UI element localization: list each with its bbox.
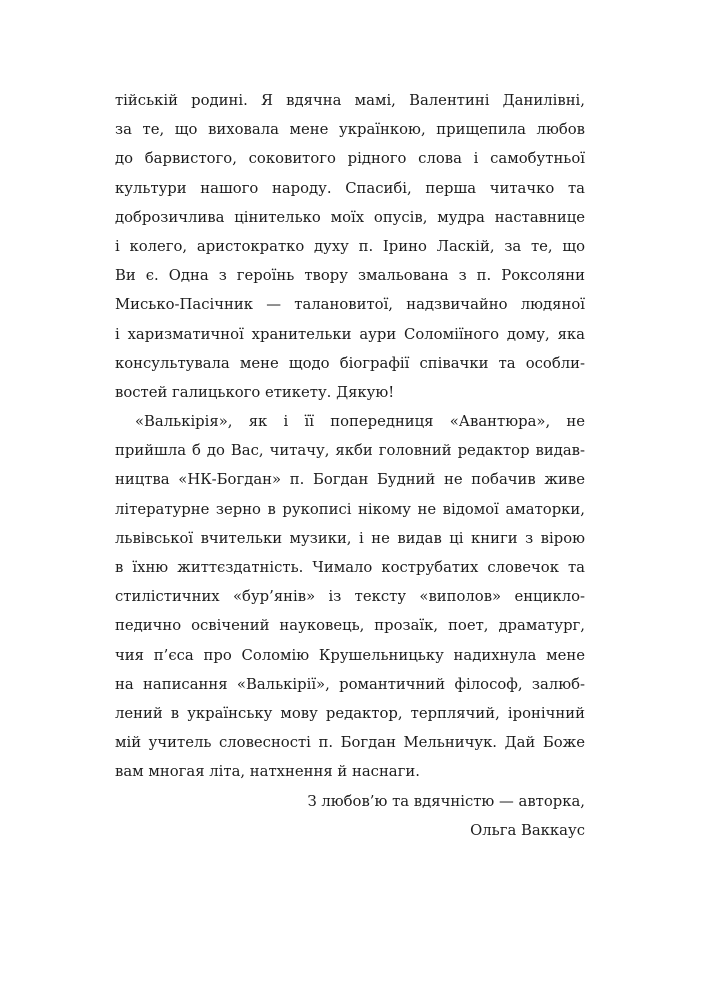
text-line: стилістичних «бур’янів» із тексту «виполов» енцикло- xyxy=(115,588,585,606)
text-line: вам многая літа, натхнення й наснаги. xyxy=(115,763,420,781)
text-line: літературне зерно в рукописі нікому не відомої аматорки, xyxy=(115,500,585,518)
text-line: тійській родині. Я вдячна мамі, Валентині Данилівні, xyxy=(115,92,585,109)
text-line: на написання «Валькірії», романтичний філософ, залюб- xyxy=(115,675,585,693)
paragraph-acknowledgments-editors xyxy=(115,407,585,786)
signature-author-name: Ольга Ваккаус xyxy=(470,821,585,839)
page-text xyxy=(115,86,585,845)
text-line: прийшла б до Вас, читачу, якби головний редактор видав- xyxy=(115,442,585,460)
text-line: мій учитель словесності п. Богдан Мельничук. Дай Боже xyxy=(115,734,585,752)
text-line: лений в українську мову редактор, терплячий, іронічний xyxy=(115,704,585,722)
text-line: за те, що виховала мене українкою, прищепила любов xyxy=(115,121,585,139)
text-line: востей галицького етикету. Дякую! xyxy=(115,383,395,401)
text-line: і колего, аристократко духу п. Ірино Ласкій, за те, що xyxy=(115,237,585,255)
text-line: до барвистого, соковитого рідного слова і самобутньої xyxy=(115,150,585,168)
text-line: Мисько-Пасічник — талановитої, надзвичайно людяної xyxy=(115,296,585,314)
text-line: Ви є. Одна з героїнь твору змальована з п. Роксоляни xyxy=(115,267,585,285)
text-line: і харизматичної хранительки аури Соломіїного дому, яка xyxy=(115,325,585,343)
text-line: «Валькірія», як і її попередниця «Авантюра», не xyxy=(135,413,585,431)
text-line: львівської вчительки музики, і не видав ці книги з вірою xyxy=(115,529,585,547)
signature-block xyxy=(115,787,585,845)
text-line: консультувала мене щодо біографії співачки та особли- xyxy=(115,354,585,372)
text-line: чия п’єса про Соломію Крушельницьку надихнула мене xyxy=(115,646,585,664)
text-line: педично освічений науковець, прозаїк, поет, драматург, xyxy=(115,617,585,635)
signature-closing: З любов’ю та вдячністю — авторка, xyxy=(307,792,585,810)
paragraph-acknowledgments-family xyxy=(115,86,585,407)
text-line: в їхню життєздатність. Чимало кострубатих словечок та xyxy=(115,559,585,576)
text-line: культури нашого народу. Спасибі, перша читачко та xyxy=(115,179,585,197)
text-line: доброзичлива цінителько моїх опусів, мудра наставнице xyxy=(115,208,585,226)
text-line: ництва «НК-Богдан» п. Богдан Будний не побачив живе xyxy=(115,471,585,489)
